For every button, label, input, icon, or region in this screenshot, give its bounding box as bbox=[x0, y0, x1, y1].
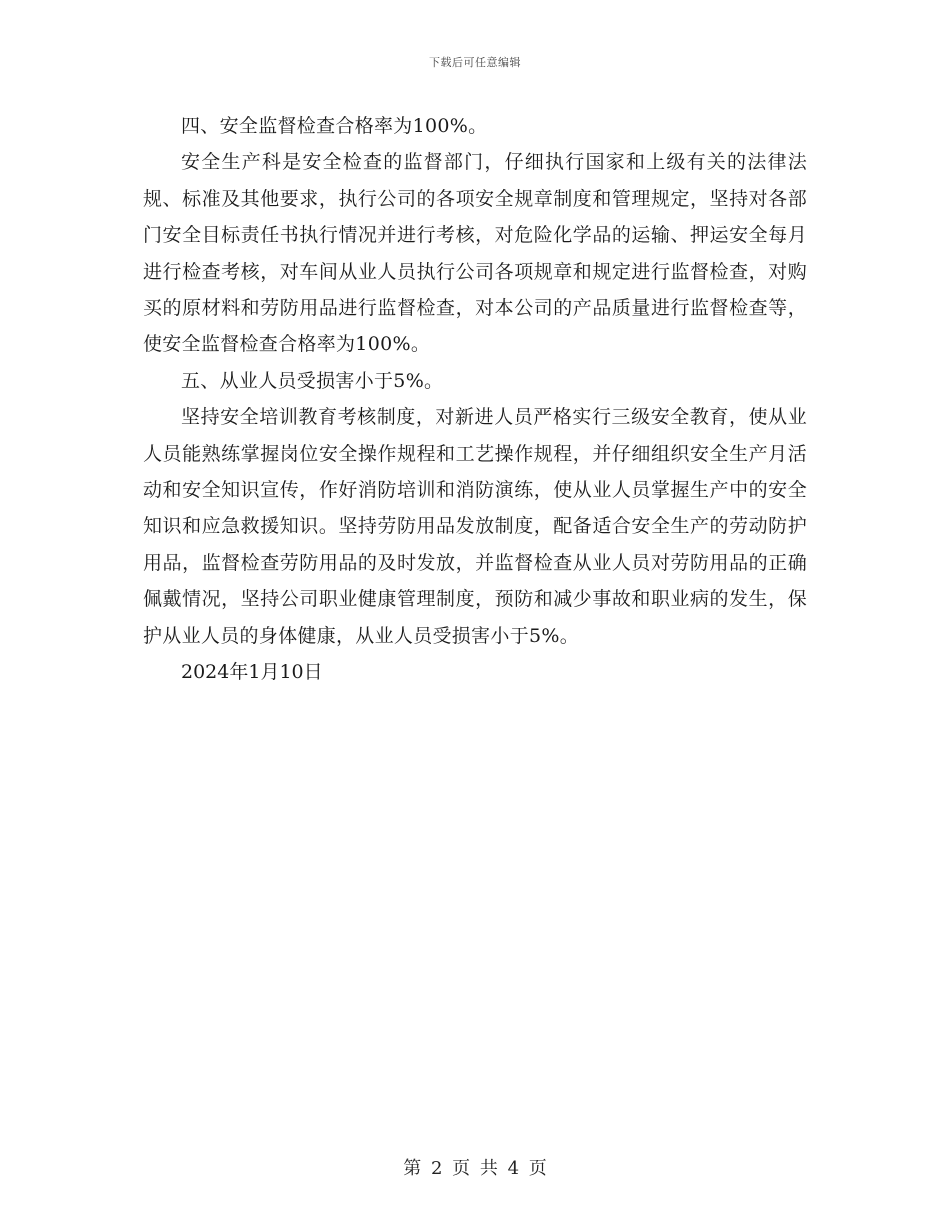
section-4-heading: 四、安全监督检查合格率为100%。 bbox=[181, 115, 488, 137]
document-body bbox=[143, 108, 807, 691]
section-5-paragraph: 坚持安全培训教育考核制度，对新进人员严格实行三级安全教育，使从业人员能熟练掌握岗位安全操作规程和工艺操作规程，并仔细组织安全生产月活动和安全知识宣传，作好消防培训和消防演练，使从业人员掌握生产中的安全知识和应急救援知识。坚持劳防用品发放制度，配备适合安全生产的劳动防护用品，监督检查劳防用品的及时发放，并监督检查从业人员对劳防用品的正确佩戴情况，坚持公司职业健康管理制度，预防和减少事故和职业病的发生，保护从业人员的身体健康，从业人员受损害小于5%。 bbox=[143, 406, 807, 647]
page-header: 下载后可任意编辑 bbox=[429, 56, 521, 69]
page-number: 第 2 页 共 4 页 bbox=[403, 1158, 547, 1179]
section-5-heading: 五、从业人员受损害小于5%。 bbox=[181, 369, 444, 392]
section-4-paragraph: 安全生产科是安全检查的监督部门，仔细执行国家和上级有关的法律法规、标准及其他要求，执行公司的各项安全规章制度和管理规定，坚持对各部门安全目标责任书执行情况并进行考核，对危险化学品的运输、押运安全每月进行检查考核，对车间从业人员执行公司各项规章和规定进行监督检查，对购买的原材料和劳防用品进行监督检查，对本公司的产品质量进行监督检查等，使安全监督检查合格率为100%。 bbox=[143, 151, 807, 356]
document-date: 2024年1月10日 bbox=[181, 661, 323, 684]
